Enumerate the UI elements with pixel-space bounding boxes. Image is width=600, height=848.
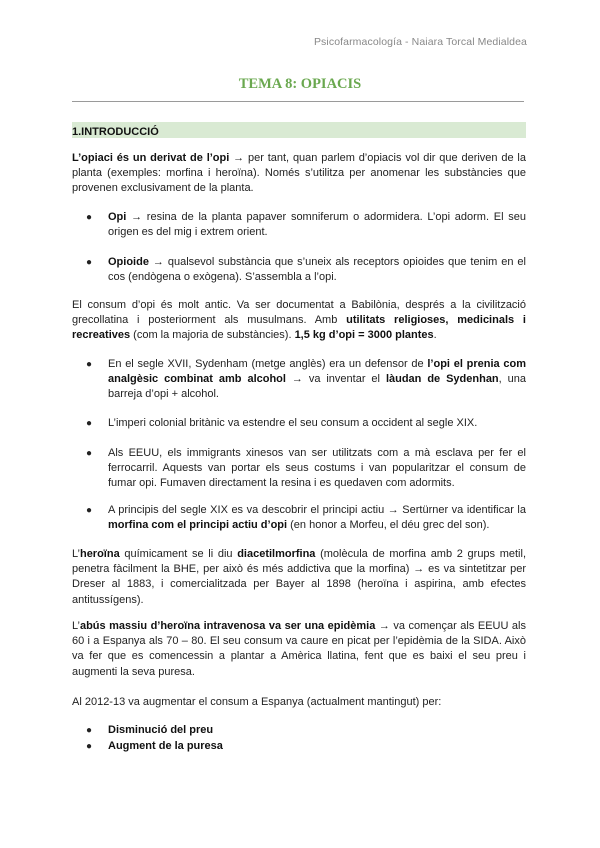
running-header: Psicofarmacología - Naiara Torcal Medialdea [313,36,527,48]
section-heading-bar [72,122,526,138]
bullet-preu [86,723,526,738]
intro-text: → per tant, quan parlem d’opiacis vol dir que deriven de la planta (exemples: morfina i heroïna). Només s’utilitza per anomenar les substàncies que provenen exclusivament de la planta. [72,152,526,195]
paragraph-history [72,298,526,344]
heroina-text-2: químicament se li diu [119,548,238,560]
imperi-text: L’imperi colonial britànic va estendre el seu consum a occident al segle XIX. [108,417,478,429]
history-text-2: (com la majoria de substàncies). [130,329,295,342]
history-text-1: El consum d’opi és molt antic. Va ser documentat a Babilònia, després a la civilització grecollatina i posteriorment als musulmans. Amb [72,299,526,327]
heroina-text-3: (molècula de morfina amb 2 grups metil, penetra fàcilment la BHE, per això és més addictiva que la morfina) → es va sintetitzar per Dreser al 1883, i comercialitzada per Bayer al 1898 (heroïna i aspirina, amb efectes antitussígens). [72,548,526,606]
bullet-eeuu [86,446,526,492]
morfina-text-1: A principis del segle XIX es va descobrir el principi actiu → Sertürner va identificar la [108,504,526,516]
heroina-bold-2: diacetilmorfina [237,548,316,560]
puresa-text: Augment de la puresa [108,740,223,752]
abus-bold-1: abús massiu d’heroïna intravenosa va ser una epidèmia [79,620,376,632]
bullet-opioide [86,255,526,285]
sydenham-text-2: → va inventar el [285,373,386,386]
paragraph-2012 [72,695,526,710]
bullet-opioide-text: → qualsevol substància que s’uneix als receptors opioides que tenim en el cos (endògena o exògena). S’assembla a l’opi. [108,256,526,284]
bullet-opi-text: → resina de la planta papaver somniferum o adormidera. L’opi adorm. El seu origen es del mig i extrem orient. [108,211,526,239]
history-text-3: . [433,329,437,342]
bullet-icon: ● [86,448,93,459]
p2012-text: Al 2012-13 va augmentar el consum a Espanya (actualment mantingut) per: [72,696,442,708]
bullet-opi-term: Opi [108,211,127,223]
bullet-puresa [86,739,526,754]
paragraph-intro [72,151,526,197]
heroina-bold-1: heroïna [79,548,120,560]
bullet-icon: ● [86,212,93,223]
eeuu-text: Als EEUU, els immigrants xinesos van ser utilitzats com a mà esclava per fer el ferrocarril. Aquests van portar els seus costums i van popularitzar el consum de fumar opi. Fumaven directament la resina i es quedaven com adormits. [108,447,526,490]
bullet-opioide-term: Opioide [108,256,149,268]
sydenham-bold-2: làudan de Sydenhan [385,373,499,386]
bullet-icon: ● [86,359,93,370]
morfina-text-2: (en honor a Morfeu, el déu grec del son). [287,519,490,532]
paragraph-abus [72,619,526,680]
page-title: TEMA 8: OPIACIS [238,76,362,92]
bullet-icon: ● [86,505,93,516]
title-divider [72,101,524,102]
sydenham-text-3: , una barreja d’opi + alcohol. [108,373,526,401]
bullet-opi [86,210,526,240]
bullet-imperi [86,416,526,431]
sydenham-text-1: En el segle XVII, Sydenham (metge anglès) era un defensor de [108,358,428,370]
paragraph-heroina [72,547,526,608]
bullet-morfina [86,503,526,533]
history-bold-2: 1,5 kg d’opi = 3000 plantes [294,329,434,342]
section-heading: 1.INTRODUCCIÓ [72,126,159,138]
preu-text: Disminució del preu [108,724,214,736]
heroina-text-1: L’ [72,548,80,560]
bullet-sydenham [86,357,527,403]
bullet-icon: ● [86,257,93,268]
bullet-icon: ● [86,725,93,736]
sydenham-bold-1: l’opi el prenia com analgèsic combinat amb alcohol [108,358,527,386]
bullet-icon: ● [86,741,93,752]
abus-text-1: L’ [72,620,80,632]
morfina-bold-1: morfina com el principi actiu d’opi [108,519,288,532]
abus-text-2: → va començar als EEUU als 60 i a Espanya als 70 – 80. El seu consum va caure en picat per l’epidèmia de la SIDA. Això va fer que es comencessin a plantar a Amèrica llatina, fent que es baixi el seu preu i augmenti la seva puresa. [72,620,526,678]
intro-bold: L’opiaci és un derivat de l’opi [72,152,230,164]
bullet-icon: ● [86,418,93,429]
history-bold-1: utilitats religioses, medicinals i recreatives [72,314,526,342]
